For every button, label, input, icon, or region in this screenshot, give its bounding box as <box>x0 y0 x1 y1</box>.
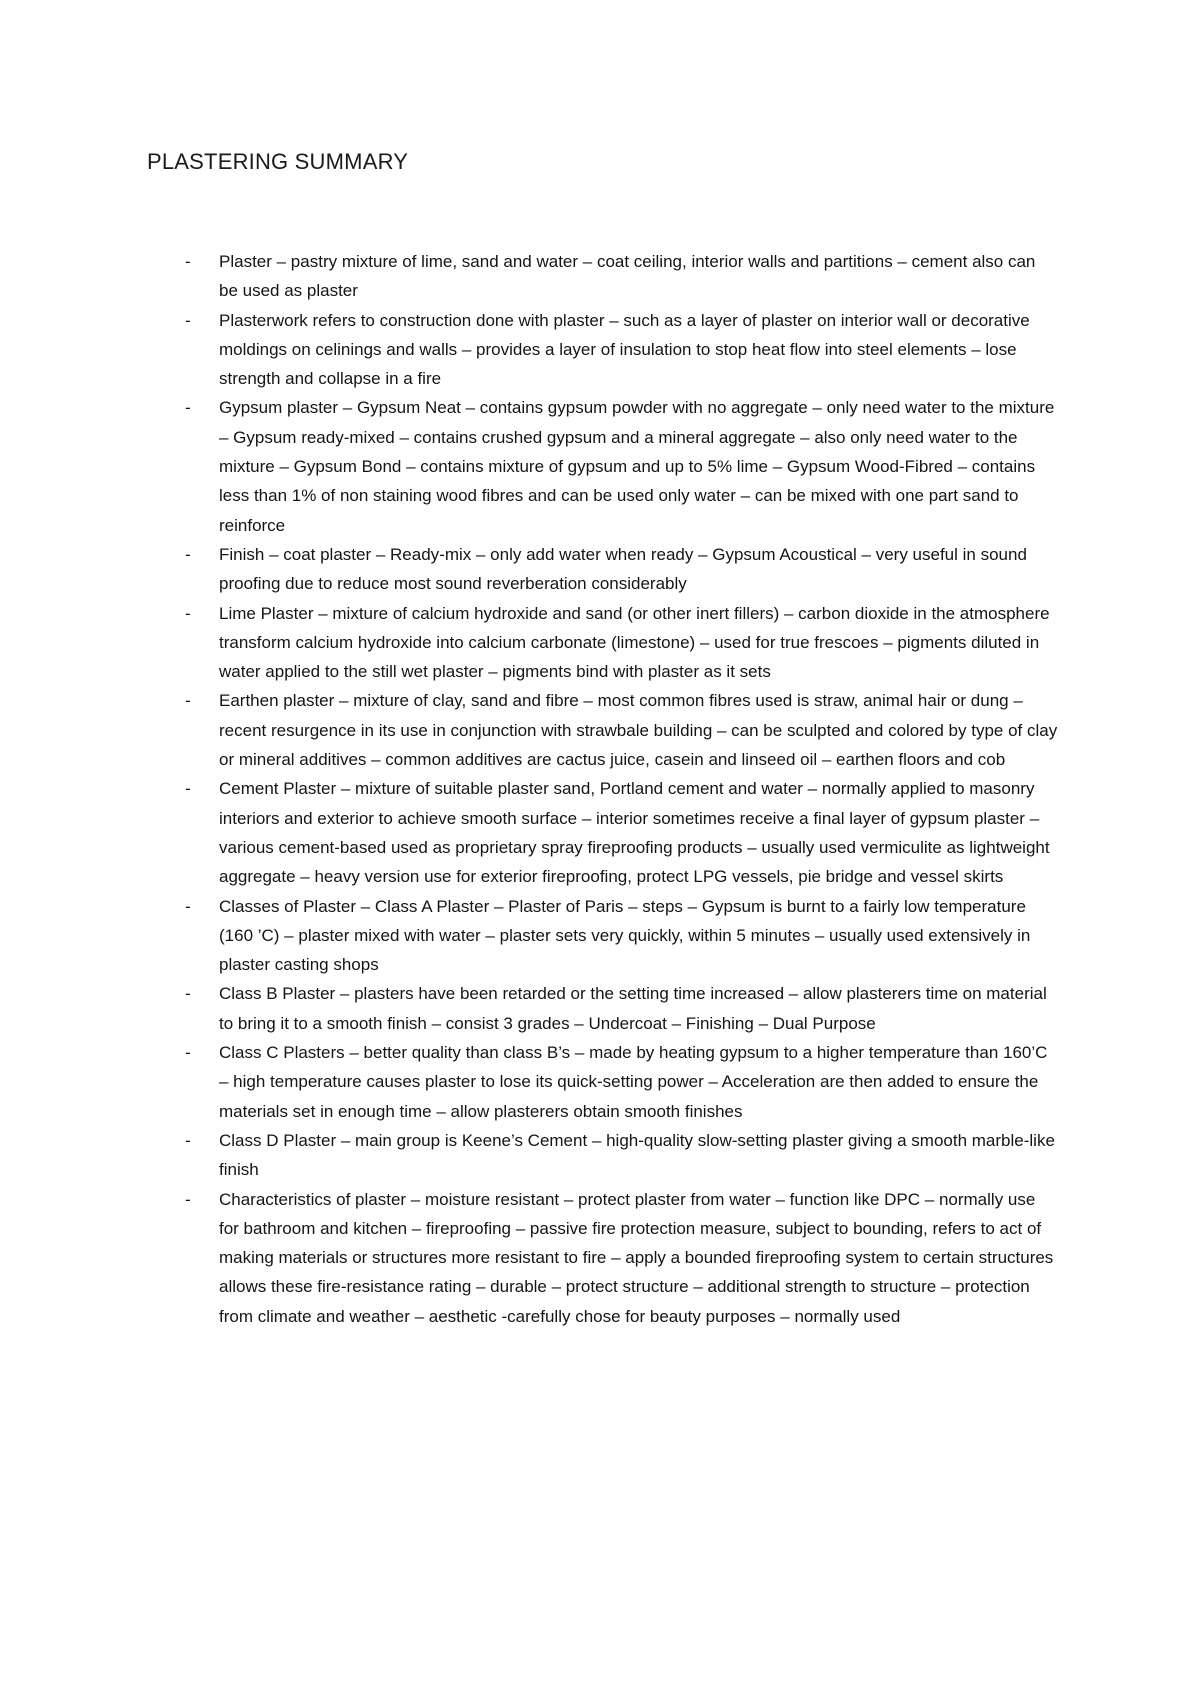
list-item-text: Classes of Plaster – Class A Plaster – Plaster of Paris – steps – Gypsum is burnt to a fairly low temperature (160 ’C) – plaster mixed with water – plaster sets very quickly, within 5 minutes – usually used extensively in plaster casting shops <box>219 896 1031 975</box>
list-item-text: Finish – coat plaster – Ready-mix – only add water when ready – Gypsum Acoustical – very useful in sound proofing due to reduce most sound reverberation considerably <box>219 544 1027 594</box>
list-item <box>0 306 1059 394</box>
list-item <box>0 393 1059 539</box>
list-item <box>0 892 1059 980</box>
list-item <box>0 979 1059 1038</box>
bullet-dash: - <box>185 691 191 711</box>
bullet-dash: - <box>185 984 191 1004</box>
list-item-text: Class C Plasters – better quality than class B’s – made by heating gypsum to a higher temperature than 160’C – high temperature causes plaster to lose its quick-setting power – Acceleration are then added to ensure the materials set in enough time – allow plasterers obtain smooth finishes <box>219 1043 1048 1121</box>
page-title: PLASTERING SUMMARY <box>147 149 409 174</box>
bullet-dash: - <box>185 310 191 330</box>
list-item <box>0 774 1059 891</box>
list-item-text: Characteristics of plaster – moisture resistant – protect plaster from water – function like DPC – normally use for bathroom and kitchen – fireproofing – passive fire protection measure, subject to bounding, refers to act of making materials or structures more resistant to fire – apply a bounded fireproofing system to certain structures allows these fire-resistance rating – durable – protect structure – additional strength to structure – protection from climate and weather – aesthetic -carefully chose for beauty purposes – normally used <box>219 1189 1054 1326</box>
list-item <box>0 540 1059 599</box>
list-item-text: Lime Plaster – mixture of calcium hydroxide and sand (or other inert fillers) – carbon dioxide in the atmosphere transform calcium hydroxide into calcium carbonate (limestone) – used for true frescoes – pigments diluted in water applied to the still wet plaster – pigments bind with plaster as it sets <box>219 603 1050 682</box>
list-item-text: Earthen plaster – mixture of clay, sand and fibre – most common fibres used is straw, animal hair or dung – recent resurgence in its use in conjunction with strawbale building – can be sculpted and colored by type of clay or mineral additives – common additives are cactus juice, casein and linseed oil – earthen floors and cob <box>219 691 1058 770</box>
list-item-text: Class D Plaster – main group is Keene’s Cement – high-quality slow-setting plaster giving a smooth marble-like finish <box>219 1130 1055 1180</box>
bullet-dash: - <box>185 252 191 271</box>
list-item <box>0 1038 1059 1126</box>
list-item-text: Class B Plaster – plasters have been retarded or the setting time increased – allow plasterers time on material to bring it to a smooth finish – consist 3 grades – Undercoat – Finishing – Dual Purpose <box>219 984 1047 1033</box>
summary-list <box>0 247 1200 1331</box>
bullet-dash: - <box>185 1043 191 1063</box>
list-item-text: Cement Plaster – mixture of suitable plaster sand, Portland cement and water – normally applied to masonry interiors and exterior to achieve smooth surface – interior sometimes receive a final layer of gypsum plaster – various cement-based used as proprietary spray fireproofing products – usually used vermiculite as lightweight aggregate – heavy version use for exterior fireproofing, protect LPG vessels, pie bridge and vessel skirts <box>219 779 1050 887</box>
bullet-dash: - <box>185 779 191 799</box>
list-item <box>0 247 1059 306</box>
bullet-dash: - <box>185 603 191 623</box>
bullet-dash: - <box>185 398 191 418</box>
bullet-dash: - <box>185 1189 191 1209</box>
list-item <box>0 1126 1059 1185</box>
list-item <box>0 1185 1059 1331</box>
list-item-text: Plaster – pastry mixture of lime, sand and water – coat ceiling, interior walls and partitions – cement also can be used as plaster <box>219 252 1036 301</box>
bullet-dash: - <box>185 1130 191 1150</box>
list-item <box>0 599 1059 687</box>
bullet-dash: - <box>185 896 191 916</box>
list-item-text: Plasterwork refers to construction done with plaster – such as a layer of plaster on interior wall or decorative moldings on celinings and walls – provides a layer of insulation to stop heat flow into steel elements – lose strength and collapse in a fire <box>219 310 1030 389</box>
list-item <box>0 686 1059 774</box>
list-item-text: Gypsum plaster – Gypsum Neat – contains gypsum powder with no aggregate – only need water to the mixture – Gypsum ready-mixed – contains crushed gypsum and a mineral aggregate – also only need water to the mixture – Gypsum Bond – contains mixture of gypsum and up to 5% lime – Gypsum Wood-Fibred – contains less than 1% of non staining wood fibres and can be used only water – can be mixed with one part sand to reinforce <box>219 398 1055 535</box>
bullet-dash: - <box>185 544 191 564</box>
